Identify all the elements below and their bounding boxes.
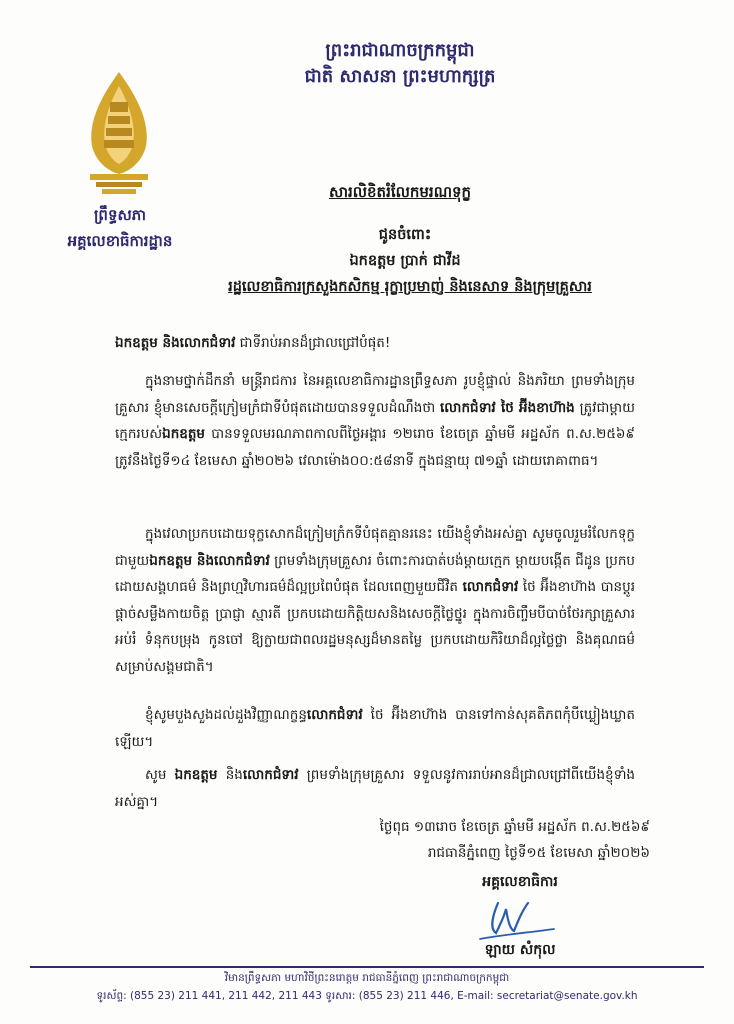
date-place: រាជធានីភ្នំពេញ ថ្ងៃទី១៥ ខែមេសា ឆ្នាំ២០២៦ (427, 845, 650, 861)
text-run: ព្រមទាំងក្រុមគ្រួសារ ទទួលនូវការរាប់អានដ៏ជ្រាលជ្រៅពីយើងខ្ញុំទាំងអស់គ្នា។ (115, 767, 636, 810)
recipient-title: រដ្ឋលេខាធិការក្រសួងកសិកម្ម រុក្ខាប្រមាញ់ និងនេសាទ និងក្រុមគ្រួសារ (228, 279, 592, 295)
bold-run: លោកជំទាវ ថៃ អ៊ីងខាហ៊ាង (440, 399, 575, 416)
paragraph-prayer (115, 702, 635, 755)
text-run: ព្រមទាំងក្រុមគ្រួសារ ចំពោះការបាត់បង់ម្តាយក្មេក ម្តាយបង្កើត ជីដូន ប្រកបដោយសង្គហធម៌ និងព្រហ្មវិហារធម៌ដ៏ល្អប្រពៃបំផុត ដែលពេញមួយជីវិត (115, 552, 636, 595)
institution-department: អគ្គលេខាធិការដ្ឋាន (67, 232, 173, 250)
text-run: ថៃ អ៊ីងខាហ៊ាង បានទៅកាន់សុគតិភពកុំបីឃ្លៀងឃ្លាតឡើយ។ (115, 707, 635, 750)
text-run: ថៃ អ៊ីងខាហ៊ាង បានប្តូរផ្តាច់សម្លឹងកាយចិត្ត ប្រាជ្ញា ស្មារតី ប្រកបដោយកិត្តិយសនិងសេចក្តីថ្លៃថ្នូរ ក្នុងការចិញ្ចឹមបីបាច់ថែរក្សាគ្រួសារ អប់រំ ទំនុកបម្រុង កូនចៅ ឱ្យក្លាយជាពលរដ្ឋមនុស្សដ៏មានតម្លៃ ប្រកបដោយកិរិយាដ៏ល្អថ្លៃថ្លា និងគុណធម៌សម្រាប់សង្គមជាតិ។ (115, 579, 635, 675)
footer-divider (30, 966, 704, 968)
paragraph-closing (115, 762, 635, 815)
bold-run: ឯកឧត្តម និងលោកជំទាវ (149, 552, 270, 569)
bold-run: លោកជំទាវ (462, 579, 519, 595)
bold-run: លោកជំទាវ (306, 707, 363, 723)
national-motto: ជាតិ សាសនា ព្រះមហាក្សត្រ (304, 66, 496, 87)
bold-run: លោកជំទាវ (242, 767, 299, 783)
text-run: ក្នុងនាមថ្នាក់ដឹកនាំ មន្រ្តីរាជការ នៃអគ្គលេខាធិការដ្ឋានព្រឹទ្ធសភា រូបខ្ញុំផ្ទាល់ និងភរិយា ព្រមទាំងក្រុមគ្រួសារ ខ្ញុំមានសេចក្តីក្រៀមក្រំជាទីបំផុតដោយបានទទួលដំណឹងថា (115, 373, 635, 416)
signature-mark (470, 895, 560, 945)
signer-name: ឡាយ សំកុល (484, 942, 556, 958)
salutation-text: ជាទីរាប់អានដ៏ជ្រាលជ្រៅបំផុត! (235, 335, 391, 351)
text-run: បានទទួលមរណភាពកាលពីថ្ងៃអង្គារ ១២រោច ខែចេត្រ ឆ្នាំមមី អដ្ឋស័ក ព.ស.២៥៦៩ ត្រូវនឹងថ្ងៃទី១៤ ខែមេសា ឆ្នាំ២០២៦ វេលាម៉ោង០០:៥៨នាទី ក្នុងជន្មាយុ ៧១ឆ្នាំ ដោយរោគាពាធ។ (115, 426, 635, 469)
text-run: ខ្ញុំសូមបួងសួងដល់ដួងវិញ្ញាណក្ខន្ធ (145, 707, 307, 723)
salutation (115, 330, 635, 357)
footer-address: វិមានព្រឹទ្ធសភា មហាវិថីព្រះនរោត្តម រាជធានីភ្នំពេញ ព្រះរាជាណាចក្រកម្ពុជា (224, 972, 510, 984)
paragraph-announcement (115, 368, 635, 474)
senate-emblem-icon (80, 68, 158, 198)
recipient-prefix: ជូនចំពោះ (378, 227, 432, 243)
text-run: សូម (145, 767, 175, 783)
salutation-name: ឯកឧត្តម និងលោកជំទាវ (115, 335, 236, 351)
letter-title: សារលិខិតរំលែកមរណទុក្ខ (328, 183, 472, 201)
text-run: ក្នុងវេលាប្រកបដោយទុក្ខសោកដ៏ក្រៀមក្រំកទីបំផុតគ្មានរនេះ យើងខ្ញុំទាំងអស់គ្នា សូមចូលរួមរំលែកទុក្ខ ជាមួយ (115, 526, 635, 569)
text-run: ត្រូវជាម្តាយក្មេករបស់ (115, 399, 636, 442)
text-run: និង (217, 767, 243, 783)
bold-run: ឯកឧត្តម (174, 767, 218, 783)
date-lunar: ថ្ងៃពុធ ១៣រោច ខែចេត្រ ឆ្នាំមមី អដ្ឋស័ក ព.ស.២៥៦៩ (379, 819, 650, 835)
paragraph-condolence (115, 521, 635, 680)
recipient-name: ឯកឧត្តម ប្រាក់ ជាវីដ (349, 253, 461, 269)
institution-name: ព្រឹទ្ធសភា (93, 206, 147, 224)
bold-run: ឯកឧត្តម (162, 426, 205, 442)
footer-contact: ទូរស័ព្ទ: (855 23) 211 441, 211 442, 211 443 ទូរសារ: (855 23) 211 446, E-mail: secretariat@senate.gov.kh (96, 990, 638, 1002)
signer-role: អគ្គលេខាធិការ (482, 874, 558, 890)
kingdom-heading: ព្រះរាជាណាចក្រកម្ពុជា (325, 40, 475, 61)
